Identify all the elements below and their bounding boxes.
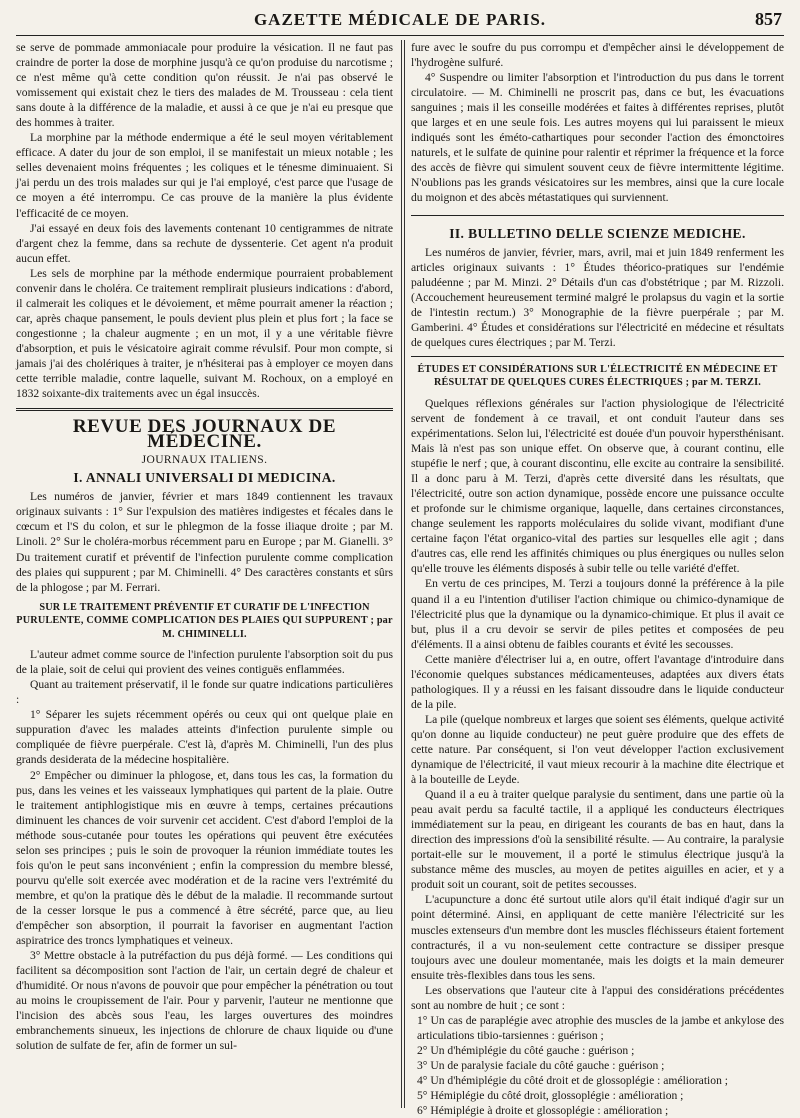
section-heading-annali: I. ANNALI UNIVERSALI DI MEDICINA. [73, 470, 336, 486]
paragraph: J'ai essayé en deux fois des lavements contenant 10 centigrammes de nitrate d'argent chez la femme, dans sa rechute de dyssenterie. Cet agent n'a produit aucun effet. [16, 221, 393, 265]
paragraph: Les sels de morphine par la méthode endermique pourraient probablement convenir dans le choléra. Ce traitement remplirait plusieurs indications : d'abord, il calmerait les coliques et le dévoiement, et même pourrait amener la réaction ; car, après chaque pansement, le pouls devient plus plein et plus fort ; la face se congestionne ; la chaleur augmente ; en un mot, il y a une véritable fièvre d'absorption, et puis le vésicatoire agirait comme révulsif. Pour mon compte, si jamais j'ai des cholériques à traiter, je n'hésiterai pas à employer ce moyen dans cette terrible maladie, contre laquelle, suivant M. Rochoux, on a employé en 1832 soixante-dix traitements avec un égal insuccès. [16, 266, 393, 401]
page-header [16, 6, 784, 36]
paragraph: L'acupuncture a donc été surtout utile alors qu'il était indiqué d'agir sur un point déterminé. Ainsi, en appliquant de cette manière l'électricité sur les muscles extenseurs d'un membre dont les muscles fléchisseurs étaient fortement contracturés, il a vu non-seulement cette contracture se dissiper presque toujours avec une douleur momentanée, mais les doigts et la main demeurer ensuite très-flexibles dans tous les sens. [411, 893, 784, 982]
paragraph: La pile (quelque nombreux et larges que soient ses éléments, quelque activité qu'on donne au liquide conducteur) ne peut guère produire que des effets de cette nature. Par conséquent, si l'on veut développer l'action exclusivement dynamique de l'électricité, il vaut mieux recourir à la machine dite électrique et à la bouteille de Leyde. [411, 712, 784, 787]
article-title-terzi: ÉTUDES ET CONSIDÉRATIONS SUR L'ÉLECTRICITÉ EN MÉDECINE ET RÉSULTAT DE QUELQUES CURES ÉLECTRIQUES ; par M. TERZI. [417, 363, 778, 389]
publication-title: GAZETTE MÉDICALE DE PARIS. [253, 10, 547, 29]
paragraph: fure avec le soufre du pus corrompu et d'empêcher ainsi le développement de l'hydrogène sulfuré. [411, 41, 784, 70]
page-number: 857 [755, 9, 782, 29]
right-column [411, 40, 784, 1118]
paragraph: 2° Empêcher ou diminuer la phlogose, et, dans tous les cas, la formation du pus, dans les veines et les vaisseaux lymphatiques qui partent de la plaie. Outre le traitement antiphlogistique mis en œuvre à temps, certaines précautions diminuent les chances de voir survenir cet accident. C'est d'abord l'emploi de la méthode sous-cutanée pour toutes les opérations qui peuvent être exécutées selon ses principes ; puis le soin de provoquer la réunion immédiate toutes les fois qu'on le peut sans inconvénient ; enfin la compression du membre blessé, pourvu qu'elle soit exercée avec modération et de la racine vers l'extrémité du membre, et qu'on la pratique dès le début de la maladie. Il recommande surtout de la cesser lorsque le pus a commencé à être sécrété, parce que, au lieu d'empêcher son absorption, il pourrait la favoriser en augmentant l'action aspiratrice des troncs lymphatiques et veineux. [16, 768, 393, 948]
paragraph: Quelques réflexions générales sur l'action physiologique de l'électricité servent de fondement à ce travail, et ont conduit l'auteur dans ses expérimentations. Selon lui, l'électricité est douée d'un pouvoir hypersthénisant. Mais là n'est pas son unique effet. On observe que, à courant continu, elle stupéfie le nerf ; que, à courant discontinu, elle excite au contraire la sensibilité. Il a donc paru à M. Terzi, d'après cette diversité dans les résultats, que l'électricité, outre son action dynamique, possède encore une puissance occulte et profonde sur le chimisme organique, laquelle, dans certaines circonstances, change seulement les rapports moléculaires du solide vivant, modifiant d'une certaine façon l'état organico-vital des parties sur lesquelles elle agit ; dans d'autres cas, elle rend les affinités chimiques ou plus énergiques ou nulles selon qu'elle trouve les éléments disposés à subir telle ou telle variété d'effet. [411, 396, 784, 576]
paragraph: 4° Suspendre ou limiter l'absorption et l'introduction du pus dans le torrent circulatoire. — M. Chiminelli ne proscrit pas, dans ce but, les évacuations sanguines ; mais il les conseille modérées et faites à différentes reprises, plutôt que larges et en une seule fois. Les autres moyens qui lui paraissent le mieux indiqués sont les éméto-cathartiques pour seconder l'action des émonctoires naturels, et le sulfate de quinine pour ralentir et réprimer la fréquence et la force des accès de fièvre qui simulent souvent ceux de fièvre intermittente légitime. N'oublions pas les grands vésicatoires sur les membres, ainsi que la cure locale du moignon et des abcès métastatiques qui surviennent. [411, 71, 784, 205]
paragraph: Les numéros de janvier, février et mars 1849 contiennent les travaux originaux suivants : 1° Sur l'expulsion des matières indigestes et fécales dans le cœcum et l'S du colon, et sur le phlegmon de la fosse iliaque droite ; par M. Linoli. 2° Sur le choléra-morbus récemment paru en Europe ; par M. Gianelli. 3° Du traitement curatif et préventif de l'infection purulente comme complication des plaies qui suppurent ; par M. Chiminelli. 4° Des caractères constants et sûrs de la phlogose ; par M. Ferrari. [16, 490, 393, 594]
paragraph: se serve de pommade ammoniacale pour produire la vésication. Il ne faut pas craindre de porter la dose de morphine jusqu'à ce qu'on produise du narcotisme ; ce n'est même qu'à cette condition qu'on réussit. Je n'ai pas observé le vomissement qui existait chez le tiers des malades de M. Trousseau : cela tient sans doute à la différence de la maladie, et aussi à ce que je n'ai eu presque que des hommes à traiter. [16, 41, 393, 130]
paragraph: Quant au traitement préservatif, il le fonde sur quatre indications particulières : [16, 678, 393, 707]
paragraph: Les observations que l'auteur cite à l'appui des considérations précédentes sont au nombre de huit ; ce sont : [411, 983, 784, 1012]
case-item: 2° Un d'hémiplégie du côté gauche : guérison ; [417, 1043, 635, 1057]
case-item: 4° Un d'hémiplégie du côté droit et de glossoplégie : amélioration ; [417, 1074, 728, 1087]
article-title-chiminelli: SUR LE TRAITEMENT PRÉVENTIF ET CURATIF DE L'INFECTION PURULENTE, COMME COMPLICATION DES PLAIES QUI SUPPURENT ; par M. CHIMINELLI. [16, 601, 393, 640]
paragraph: Quand il a eu à traiter quelque paralysie du sentiment, dans une partie où la peau avait perdu sa faculté tactile, il a appliqué les conducteurs électriques immédiatement sur la peau, en dirigeant les courants de bas en haut, dans la direction des impressions d'où la sensibilité résulte. — Au contraire, la paralysie portait-elle sur le mouvement, il a porté le stimulus électrique jusqu'à la substance même des muscles, au moyen de petites aiguilles en acier, et y a produit soit un courant, soit de petites secousses. [411, 788, 784, 892]
paragraph: Les numéros de janvier, février, mars, avril, mai et juin 1849 renferment les articles originaux suivants : 1° Études théorico-pratiques sur l'endémie paludéenne ; par M. Minzi. 2° Détails d'un cas d'obstétrique ; par M. Rizzoli. (Accouchement heureusement terminé malgré le prolapsus du vagin et la sortie de l'intestin rectum.) 3° Monographie de la fièvre puerpérale ; par M. Gamberini. 4° Études et considérations sur l'électricité en médecine et résultats de quelques cures électriques ; par M. Terzi. [411, 245, 784, 349]
case-item: 6° Hémiplégie à droite et glossoplégie : amélioration ; [417, 1104, 669, 1118]
paragraph: L'auteur admet comme source de l'infection purulente l'absorption soit du pus de la plaie, soit de celui qui provient des veines contiguës enflammées. [16, 648, 393, 677]
paragraph: Cette manière d'électriser lui a, en outre, offert l'avantage d'introduire dans l'économie quelques substances médicamenteuses, adaptées aux divers états pathologiques. Il y a réussi en les faisant dissoudre dans le liquide conducteur de la pile. [411, 652, 784, 711]
case-item: 5° Hémiplégie du côté droit, glossoplégie : amélioration ; [417, 1089, 684, 1103]
article-divider [411, 356, 784, 357]
paragraph: En vertu de ces principes, M. Terzi a toujours donné la préférence à la pile quand il a eu l'intention d'utiliser l'action chimique ou chimico-dynamique de l'électricité plus que la dynamique ou la dynamico-chimique. Et plus il avait ce but, plus il a cru devoir se servir de piles petites et composées de peu d'éléments. Il a ainsi obtenu de faibles courants et évité les secousses. [411, 577, 784, 651]
review-title: REVUE DES JOURNAUX DE MÉDECINE. [72, 416, 337, 453]
case-item: 3° Un de paralysie faciale du côté gauche : guérison ; [417, 1058, 665, 1072]
section-divider [411, 215, 784, 216]
paragraph: La morphine par la méthode endermique a été le seul moyen véritablement efficace. A dater du jour de son emploi, il se manifestait un mieux notable ; les selles devenaient moins fréquentes ; les coliques et le ténesme diminuaient. Si j'ai perdu un des trois malades sur qui je l'ai employé, c'est parce que l'usage de ce moyen a été interrompu. Ce cas prouve de la manière la plus évidente l'efficacité de ce moyen. [16, 131, 393, 220]
paragraph: 3° Mettre obstacle à la putréfaction du pus déjà formé. — Les conditions qui facilitent sa décomposition sont l'action de l'air, un certain degré de chaleur et d'humidité. Or nous n'avons de pouvoir que pour empêcher la pénétration ou tout au moins le croupissement de l'air. Pour y parvenir, l'auteur ne mentionne que l'incision des abcès sous l'eau, les larges ouvertures des moindres embranchements sinueux, les injections de chlorure de chaux liquide ou d'une solution de sulfate de fer, afin de former un sul- [16, 949, 393, 1053]
left-column [16, 40, 393, 1108]
section-divider [16, 408, 393, 411]
journals-label: JOURNAUX ITALIENS. [141, 454, 268, 467]
section-heading-bulletino: II. BULLETINO DELLE SCIENZE MEDICHE. [449, 225, 746, 241]
case-item: 1° Un cas de paraplégie avec atrophie des muscles de la jambe et ankylose des articulations tibio-tarsiennes : guérison ; [417, 1013, 784, 1042]
paragraph: 1° Séparer les sujets récemment opérés ou ceux qui ont quelque plaie en suppuration d'avec les malades atteints d'infection purulente simple ou compliquée de fièvre puerpérale. C'est là, d'après M. Chiminelli, l'un des plus grands desiderata de la médecine hospitalière. [16, 708, 393, 767]
column-separator [401, 40, 405, 1108]
